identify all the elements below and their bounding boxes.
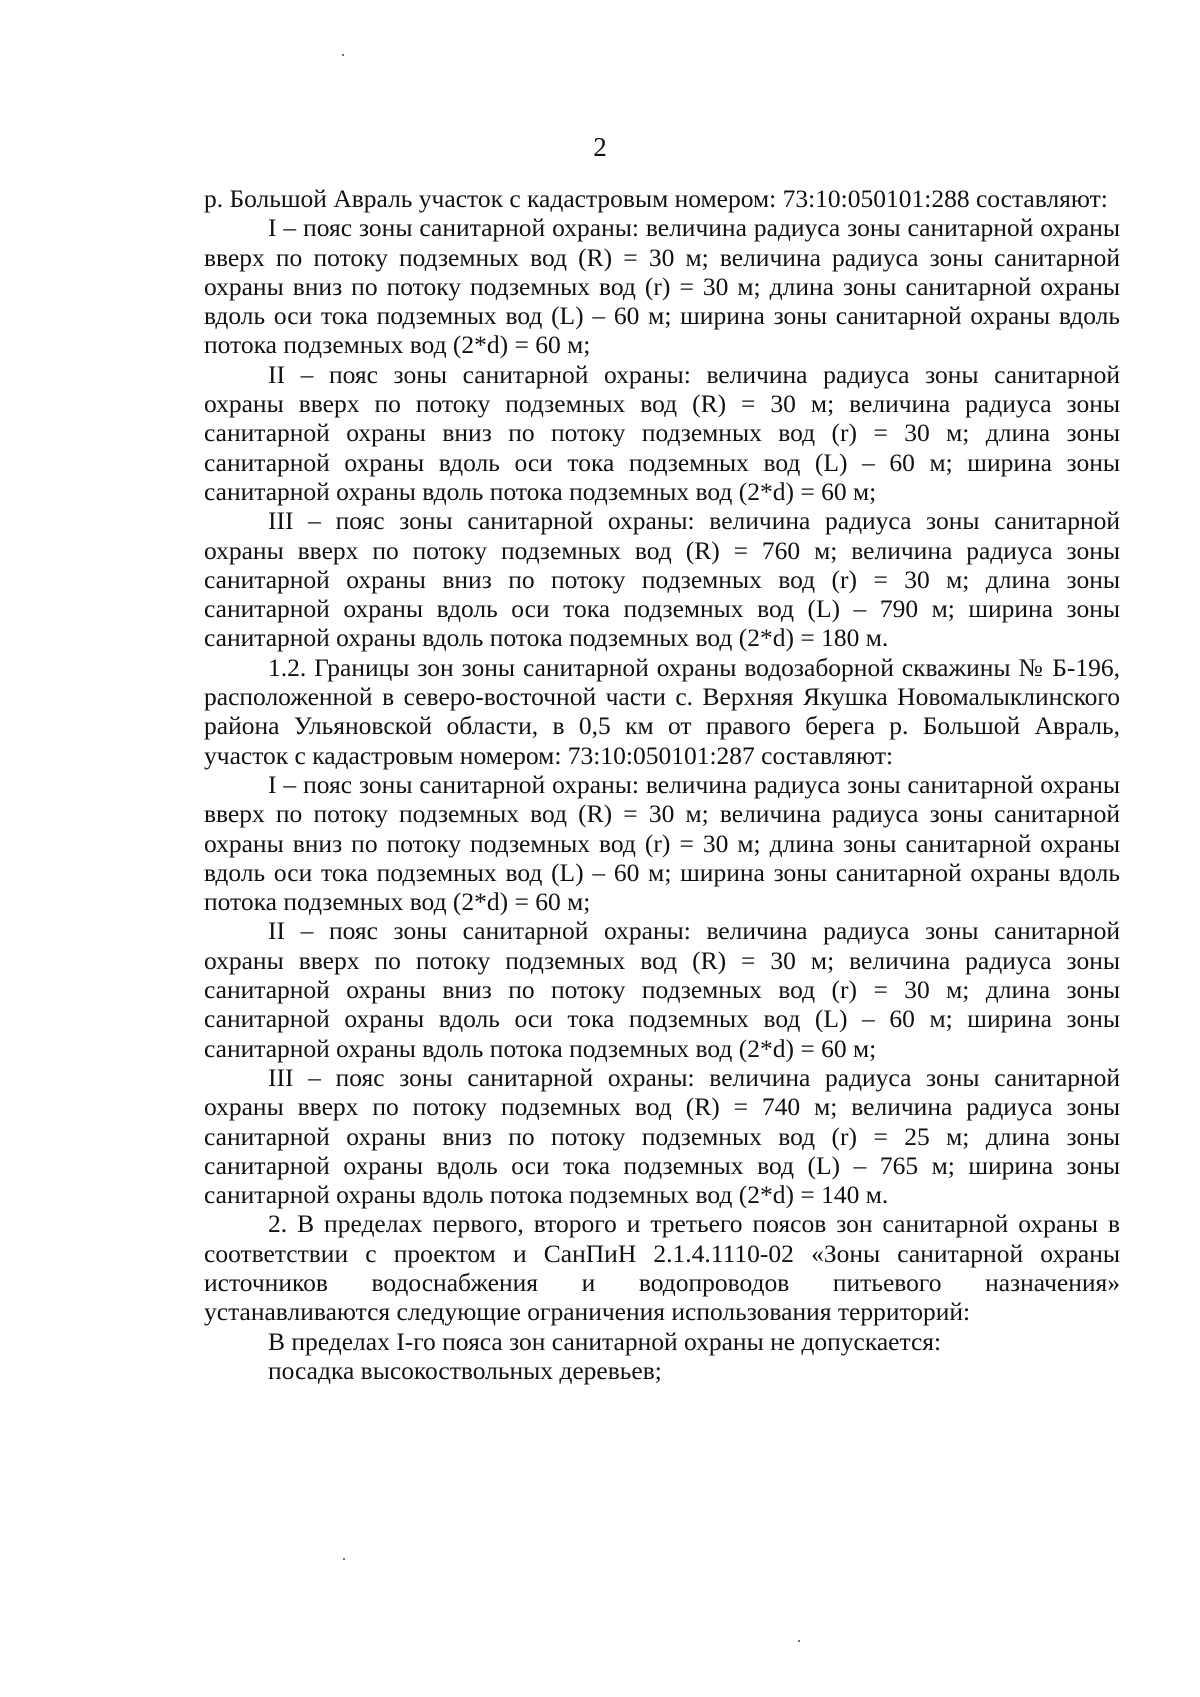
paragraph-restriction-trees: посадка высокоствольных деревьев; — [268, 1355, 662, 1385]
paragraph-parcel-288: р. Большой Авраль участок с кадастровым номером: 73:10:050101:288 составляют: — [204, 184, 1108, 213]
paragraph-section-1-2: 1.2. Границы зон зоны санитарной охраны водозаборной скважины № Б-196, расположенной в северо-восточной части с. Верхняя Якушка Новомалыклинского района Ульяновской области, в 0,5 км от правого берега р. Большой Авраль, участок с кадастровым номером: 73:10:050101:287 составляют: — [204, 652, 1120, 770]
document-body — [204, 184, 1120, 1385]
scan-speck — [343, 1558, 345, 1560]
paragraph-zone-1-well-a: I – пояс зоны санитарной охраны: величина радиуса зоны санитарной охраны вверх по потоку подземных вод (R) = 30 м; величина радиуса зоны санитарной охраны вниз по потоку подземных вод (r) = 30 м; длина зоны санитарной охраны вдоль оси тока подземных вод (L) – 60 м; ширина зоны санитарной охраны вдоль потока подземных вод (2*d) = 60 м; — [204, 213, 1120, 360]
paragraph-section-2: 2. В пределах первого, второго и третьего поясов зон санитарной охраны в соответствии с проектом и СанПиН 2.1.4.1110-02 «Зоны санитарной охраны источников водоснабжения и водопроводов питьевого назначения» устанавливаются следующие ограничения использования территорий: — [204, 1209, 1120, 1327]
paragraph-zone-3-well-a: III – пояс зоны санитарной охраны: величина радиуса зоны санитарной охраны вверх по потоку подземных вод (R) = 760 м; величина радиуса зоны санитарной охраны вниз по потоку подземных вод (r) = 30 м; длина зоны санитарной охраны вдоль оси тока подземных вод (L) – 790 м; ширина зоны санитарной охраны вдоль потока подземных вод (2*d) = 180 м. — [204, 506, 1120, 653]
paragraph-zone-1-restrictions: В пределах I-го пояса зон санитарной охраны не допускается: — [268, 1326, 942, 1356]
scan-speck — [342, 54, 344, 56]
paragraph-zone-2-well-b: II – пояс зоны санитарной охраны: величина радиуса зоны санитарной охраны вверх по потоку подземных вод (R) = 30 м; величина радиуса зоны санитарной охраны вниз по потоку подземных вод (r) = 30 м; длина зоны санитарной охраны вдоль оси тока подземных вод (L) – 60 м; ширина зоны санитарной охраны вдоль потока подземных вод (2*d) = 60 м; — [204, 916, 1120, 1063]
page-number: 2 — [593, 132, 607, 162]
scan-speck — [798, 1640, 800, 1642]
paragraph-zone-3-well-b: III – пояс зоны санитарной охраны: величина радиуса зоны санитарной охраны вверх по потоку подземных вод (R) = 740 м; величина радиуса зоны санитарной охраны вниз по потоку подземных вод (r) = 25 м; длина зоны санитарной охраны вдоль оси тока подземных вод (L) – 765 м; ширина зоны санитарной охраны вдоль потока подземных вод (2*d) = 140 м. — [204, 1062, 1120, 1210]
paragraph-zone-1-well-b: I – пояс зоны санитарной охраны: величина радиуса зоны санитарной охраны вверх по потоку подземных вод (R) = 30 м; величина радиуса зоны санитарной охраны вниз по потоку подземных вод (r) = 30 м; длина зоны санитарной охраны вдоль оси тока подземных вод (L) – 60 м; ширина зоны санитарной охраны вдоль потока подземных вод (2*d) = 60 м; — [204, 769, 1120, 917]
paragraph-zone-2-well-a: II – пояс зоны санитарной охраны: величина радиуса зоны санитарной охраны вверх по потоку подземных вод (R) = 30 м; величина радиуса зоны санитарной охраны вниз по потоку подземных вод (r) = 30 м; длина зоны санитарной охраны вдоль оси тока подземных вод (L) – 60 м; ширина зоны санитарной охраны вдоль потока подземных вод (2*d) = 60 м; — [204, 359, 1120, 506]
